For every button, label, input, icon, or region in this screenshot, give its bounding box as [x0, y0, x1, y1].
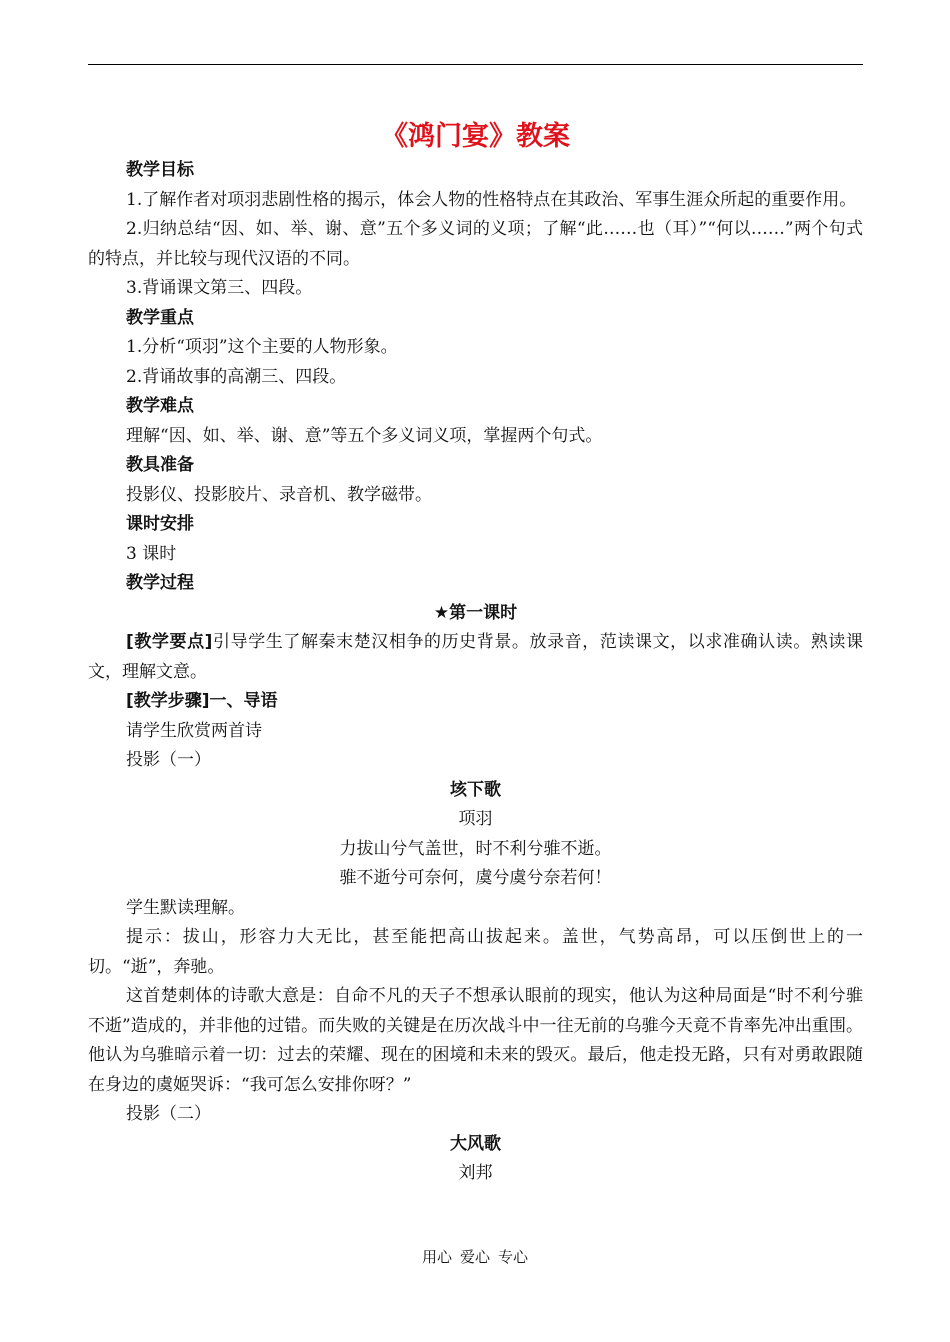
- goal-item-1: 1.了解作者对项羽悲剧性格的揭示，体会人物的性格特点在其政治、军事生涯众所起的重要作用。: [126, 189, 857, 210]
- footer-word-2: 爱心: [459, 1248, 490, 1266]
- projection-2-label: 投影（二）: [126, 1104, 211, 1124]
- poem-1-title: 垓下歌: [450, 779, 501, 800]
- goals-heading: 教学目标: [126, 160, 194, 180]
- teaching-steps-label: [教学步骤]一、导语: [126, 691, 278, 711]
- goal-item-3: 3.背诵课文第三、四段。: [126, 278, 313, 298]
- difficulty-heading: 教学难点: [126, 396, 194, 416]
- focus-item-2: 2.背诵故事的高潮三、四段。: [126, 366, 347, 387]
- document-body: [88, 120, 863, 1189]
- poem-1-line-2: 骓不逝兮可奈何，虞兮虞兮奈若何！: [339, 868, 612, 888]
- process-heading: 教学过程: [126, 573, 194, 593]
- poem-meaning-text: 这首楚刺体的诗歌大意是：自命不凡的天子不想承认眼前的现实，他认为这种局面是“时不利兮骓不逝”造成的，并非他的过错。而失败的关键是在历次战斗中一往无前的乌骓今天竟不肯率先冲出重围。他认为乌骓暗示着一切：过去的荣耀、现在的困境和未来的毁灭。最后，他走投无路，只有对勇敢跟随在身边的虞姬哭诉：“我可怎么安排你呀？”: [88, 986, 863, 1095]
- tools-heading: 教具准备: [126, 455, 194, 475]
- footer-word-3: 专心: [498, 1248, 529, 1266]
- goal-item-2: 2.归纳总结“因、如、举、谢、意”五个多义词的义项；了解“此……也（耳）”“何以……”两个句式的特点，并比较与现代汉语的不同。: [88, 219, 863, 269]
- projection-1-label: 投影（一）: [126, 750, 211, 770]
- focus-item-1: 1.分析“项羽”这个主要的人物形象。: [126, 337, 398, 357]
- lesson-1-heading: ★第一课时: [433, 602, 518, 623]
- difficulty-text: 理解“因、如、举、谢、意”等五个多义词义项，掌握两个句式。: [126, 425, 603, 446]
- silent-reading-text: 学生默读理解。: [126, 897, 245, 918]
- header-rule: [88, 64, 863, 65]
- poem-1-line-1: 力拔山兮气盖世，时不利兮骓不逝。: [339, 838, 612, 859]
- appreciate-text: 请学生欣赏两首诗: [126, 720, 262, 741]
- poem-2-author: 刘邦: [458, 1163, 493, 1183]
- schedule-heading: 课时安排: [126, 514, 194, 534]
- poem-2-title: 大风歌: [450, 1133, 501, 1154]
- teaching-points: [88, 628, 863, 687]
- poem-1-author: 项羽: [458, 809, 493, 829]
- teaching-points-text: 引导学生了解秦末楚汉相争的历史背景。放录音，范读课文，以求准确认读。熟读课文，理解文意。: [88, 632, 863, 682]
- tools-text: 投影仪、投影胶片、录音机、教学磁带。: [126, 484, 432, 505]
- page-footer: [0, 1246, 950, 1267]
- schedule-text: 3 课时: [126, 543, 177, 564]
- document-title: 《鸿门宴》教案: [381, 121, 570, 152]
- focus-heading: 教学重点: [126, 307, 194, 328]
- hint-text: 提示：拔山，形容力大无比，甚至能把高山拔起来。盖世，气势高昂，可以压倒世上的一切。“逝”，奔驰。: [88, 927, 863, 977]
- footer-word-1: 用心: [421, 1248, 452, 1266]
- teaching-points-label: [教学要点]: [126, 632, 213, 652]
